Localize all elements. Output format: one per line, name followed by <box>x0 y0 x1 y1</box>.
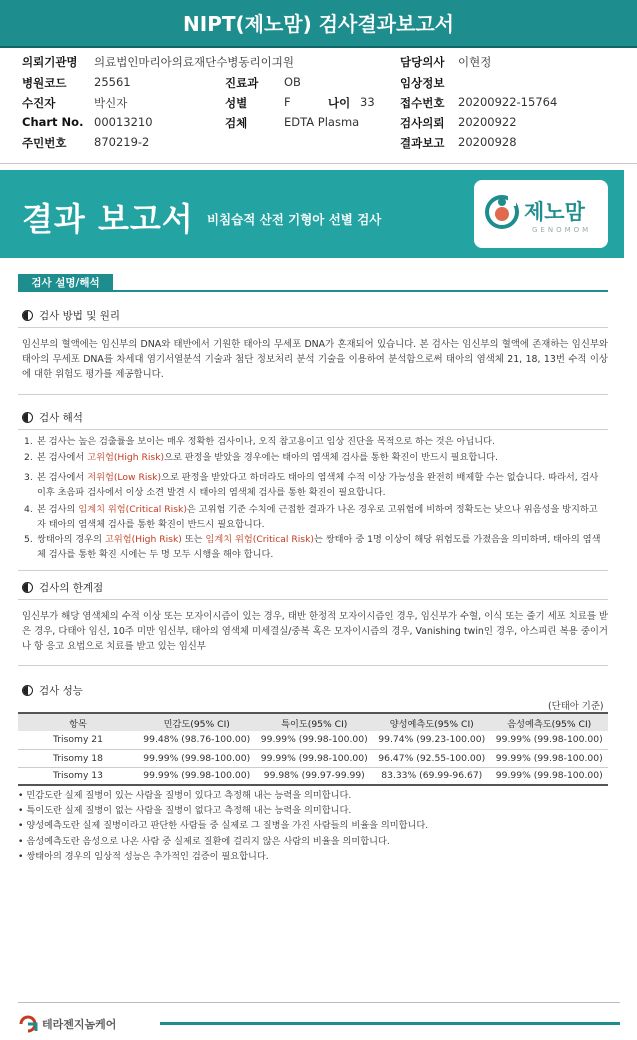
unit-note: (단태아 기준) <box>548 701 604 712</box>
table-cell: 99.99% (99.98-100.00) <box>491 749 609 767</box>
specimen-value: EDTA Plasma <box>284 115 360 129</box>
age-label: 나이 <box>328 96 351 110</box>
genomom-logo <box>474 180 608 248</box>
hospital-code-value: 25561 <box>94 75 131 89</box>
department-label: 진료과 <box>225 76 259 90</box>
half-circle-icon <box>22 310 33 321</box>
banner-title: 결과 보고서 <box>22 200 194 238</box>
sex-value: F <box>284 95 291 109</box>
resident-no-value: 870219-2 <box>94 135 150 149</box>
table-cell: Trisomy 18 <box>18 749 138 767</box>
table-cell: 83.33% (69.99-96.67) <box>373 767 491 785</box>
section-header <box>18 274 608 292</box>
table-cell: 96.47% (92.55-100.00) <box>373 749 491 767</box>
recipient-label: 수진자 <box>22 96 56 110</box>
footer-accent-line <box>160 1022 620 1025</box>
doctor-value: 이현정 <box>458 55 492 69</box>
limitations-divider <box>18 599 608 600</box>
limitations-heading: 검사의 한계점 <box>22 580 103 595</box>
report-date-label: 결과보고 <box>400 136 445 150</box>
method-end-divider <box>18 394 608 395</box>
info-divider <box>0 163 637 164</box>
banner-subtitle: 비침습적 산전 기형아 선별 검사 <box>207 212 382 227</box>
interpretation-divider <box>18 429 608 430</box>
method-divider <box>18 327 608 328</box>
limitations-end-divider <box>18 665 608 666</box>
half-circle-icon <box>22 685 33 696</box>
table-cell: Trisomy 21 <box>18 731 138 749</box>
table-cell: 99.99% (99.98-100.00) <box>138 749 256 767</box>
list-item: 1. 본 검사는 높은 검출률을 보이는 매우 정확한 검사이나, 오직 참고용이고 임상 진단을 목적으로 하는 것은 아닙니다. <box>24 436 495 447</box>
interpretation-heading: 검사 해석 <box>22 410 83 425</box>
col-header: 음성예측도(95% CI) <box>491 713 609 731</box>
table-cell: 99.98% (99.97-99.99) <box>256 767 374 785</box>
performance-notes <box>18 788 608 864</box>
col-header: 양성예측도(95% CI) <box>373 713 491 731</box>
genomom-emblem-icon <box>484 194 520 230</box>
table-cell: 99.99% (99.98-100.00) <box>256 749 374 767</box>
method-heading: 검사 방법 및 원리 <box>22 308 120 323</box>
note-item: • 특이도란 실제 질병이 없는 사람을 질병이 없다고 측정해 내는 능력을 의미합니다. <box>18 805 352 817</box>
request-date-label: 검사의뢰 <box>400 116 445 130</box>
reception-no-label: 접수번호 <box>400 96 445 110</box>
hospital-code-label: 병원코드 <box>22 76 67 90</box>
logo-subtext: GENOMOM <box>532 226 592 234</box>
table-cell: 99.99% (99.98-100.00) <box>491 767 609 785</box>
report-date-value: 20200928 <box>458 135 517 149</box>
note-item: • 양성예측도란 실제 질병이라고 판단한 사람들 중 실제로 그 질병을 가진 사람들의 비율을 의미합니다. <box>18 820 429 832</box>
list-item: 3. 본 검사에서 저위험(Low Risk)으로 판정을 받았다고 하더라도 태아의 염색체 수적 이상 가능성을 완전히 배제할 수는 없습니다. 따라서, 검사 이후 초음파 검사에서 이상 소견 발견 시 태아의 염색체 검사를 통한 확진이 필요합니다. <box>24 472 599 498</box>
sex-label: 성별 <box>225 96 248 110</box>
half-circle-icon <box>22 412 33 423</box>
report-title: NIPT(제노맘) 검사결과보고서 <box>0 0 637 48</box>
theragen-logo-icon <box>18 1015 40 1033</box>
note-item: • 쌍태아의 경우의 임상적 성능은 추가적인 검증이 필요합니다. <box>18 850 269 862</box>
method-body: 임신부의 혈액에는 임신부의 DNA와 태반에서 기원한 태아의 무세포 DNA가 혼재되어 있습니다. 본 검사는 임신부의 혈액에 존재하는 임신부와 태아의 무세포 DNA를 차세대 염기서열분석 기술과 첨단 정보처리 분석 기술을 이용하여 분석함으로써 태아의 염색체 21, 18, 13번 수적 이상에 대한 위험도 평가를 제공합니다. <box>22 339 608 380</box>
table-row <box>18 749 608 767</box>
table-cell: 99.99% (99.98-100.00) <box>256 731 374 749</box>
performance-heading: 검사 성능 <box>22 683 83 698</box>
table-cell: 99.48% (98.76-100.00) <box>138 731 256 749</box>
note-item: • 민감도란 실제 질병이 있는 사람을 질병이 있다고 측정해 내는 능력을 의미합니다. <box>18 790 352 801</box>
col-header: 특이도(95% CI) <box>256 713 374 731</box>
list-item: 2. 본 검사에서 고위험(High Risk)으로 판정을 받았을 경우에는 태아의 염색체 검사를 통한 확진이 반드시 필요합니다. <box>24 452 498 463</box>
list-item: 4. 본 검사의 임계치 위험(Critical Risk)은 고위험 기준 수치에 근접한 결과가 나온 경우로 고위험에 비하여 정확도는 낮으나 위음성을 방지하고자 태아의 염색체 검사를 통한 확진이 반드시 필요합니다. <box>24 504 598 530</box>
institution-value: 의료법인마리아의료재단수병동리이긔원 <box>94 55 294 69</box>
performance-table <box>18 712 608 786</box>
request-date-value: 20200922 <box>458 115 517 129</box>
section-tab: 검사 설명/해석 <box>18 274 113 292</box>
clinical-info-label: 임상정보 <box>400 76 445 90</box>
col-header: 민감도(95% CI) <box>138 713 256 731</box>
col-header: 항목 <box>18 713 138 731</box>
limitations-body: 임신부가 해당 염색체의 수적 이상 또는 모자이시즘이 있는 경우, 태반 한정적 모자이시즘인 경우, 임신부가 수혈, 이식 또는 줄기 세포 치료를 받은 경우, 다태아 임신, 10주 미만 임신부, 태아의 염색체 미세결실/중복 혹은 모자이시즘의 경우, Vanishing twin인 경우, 아스피린 복용 중이거나 항 응고 요법으로 치료를 받고 있는 임신부 <box>22 611 608 652</box>
table-cell: 99.99% (99.98-100.00) <box>491 731 609 749</box>
table-row <box>18 731 608 749</box>
department-value: OB <box>284 75 301 89</box>
footer-divider <box>18 1002 620 1003</box>
logo-text: 제노맘 <box>524 200 585 224</box>
resident-no-label: 주민번호 <box>22 136 67 150</box>
list-item: 5. 쌍태아의 경우의 고위험(High Risk) 또는 임계치 위험(Critical Risk)는 쌍태아 중 1명 이상이 해당 위험도를 가졌음을 의미하며, 태아의 염색체 검사를 통한 확진 시에는 두 명 모두 시행을 해야 합니다. <box>24 534 601 560</box>
table-cell: 99.74% (99.23-100.00) <box>373 731 491 749</box>
result-banner <box>0 170 624 258</box>
chart-no-label: Chart No. <box>22 115 84 129</box>
table-header-row <box>18 713 608 731</box>
age-value: 33 <box>360 95 375 109</box>
reception-no-value: 20200922-15764 <box>458 95 558 109</box>
doctor-label: 담당의사 <box>400 55 445 69</box>
table-row <box>18 767 608 785</box>
recipient-value: 박신자 <box>94 96 128 110</box>
chart-no-value: 00013210 <box>94 115 153 129</box>
table-cell: 99.99% (99.98-100.00) <box>138 767 256 785</box>
interpretation-end-divider <box>18 570 608 571</box>
institution-label: 의뢰기관명 <box>22 55 78 69</box>
half-circle-icon <box>22 582 33 593</box>
note-item: • 음성예측도란 음성으로 나온 사람 중 실제로 질환에 걸리지 않은 사람의 비율을 의미합니다. <box>18 835 390 847</box>
table-cell: Trisomy 13 <box>18 767 138 785</box>
company-name: 테라젠지놈케어 <box>42 1018 117 1031</box>
specimen-label: 검체 <box>225 116 248 130</box>
